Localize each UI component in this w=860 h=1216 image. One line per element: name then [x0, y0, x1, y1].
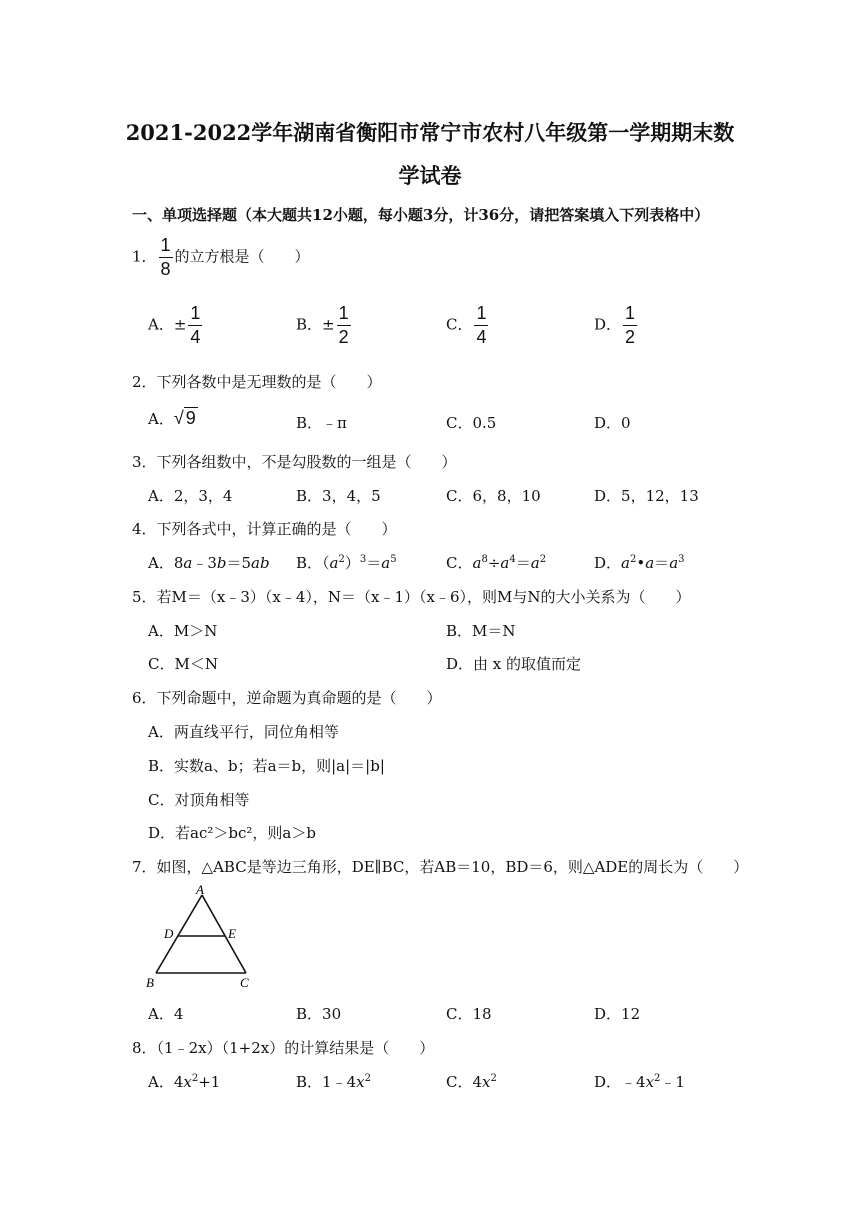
q6-option-a[interactable]: A．两直线平行，同位角相等	[148, 723, 339, 741]
q2-option-a[interactable]: A．√ 9	[148, 408, 196, 428]
q6-option-c[interactable]: C．对顶角相等	[148, 791, 250, 809]
question-6: 6．下列命题中，逆命题为真命题的是（ ）	[132, 689, 442, 707]
question-1	[132, 236, 310, 279]
q4-option-c[interactable]: C．$a^8\div a^4=a^2$	[446, 554, 547, 572]
q1-option-c[interactable]: C． $\frac{1}{4}$	[446, 303, 487, 347]
q5-option-b[interactable]: B．M＝N	[446, 622, 516, 640]
section-heading: 一、单项选择题（本大题共12小题，每小题3分，计36分，请把答案填入下列表格中）	[132, 206, 710, 224]
q2-option-b[interactable]: B．﹣π	[296, 414, 347, 432]
q1-number: 1．	[132, 247, 157, 266]
label-c: C	[240, 975, 249, 990]
q5-option-c[interactable]: C．M＜N	[148, 655, 218, 673]
question-7: 7．如图，△ABC是等边三角形，DE∥BC，若AB＝10，BD＝6，则△ADE的周长为（ ）	[132, 858, 749, 876]
label-a: A	[196, 883, 204, 897]
q3-option-b[interactable]: B．3，4，5	[296, 487, 381, 505]
q7-option-a[interactable]: A．4	[148, 1005, 184, 1023]
q4-option-b[interactable]: B．$(a^2)^3=a^5$	[296, 554, 397, 572]
q6-option-b[interactable]: B．实数a、b；若a＝b，则|a|＝|b|	[148, 757, 385, 775]
side-ab	[156, 895, 202, 973]
q6-option-d[interactable]: D．若ac²＞bc²，则a＞b	[148, 824, 316, 842]
q5-option-a[interactable]: A．M＞N	[148, 622, 218, 640]
q8-option-a[interactable]: A．$4x^2+1$	[148, 1073, 221, 1091]
q2-option-c[interactable]: C．0.5	[446, 414, 497, 432]
question-3: 3．下列各组数中，不是勾股数的一组是（ ）	[132, 453, 457, 471]
label-d: D	[164, 926, 174, 941]
question-2: 2．下列各数中是无理数的是（ ）	[132, 373, 382, 391]
q4-option-a[interactable]: A．8a﹣3b＝5ab	[148, 554, 270, 572]
side-ac	[202, 895, 246, 973]
q1-option-a[interactable]: A．± $\frac{1}{4}$	[148, 303, 201, 347]
label-b: B	[146, 975, 154, 990]
q3-option-d[interactable]: D．5，12，13	[594, 487, 699, 505]
q3-option-c[interactable]: C．6，8，10	[446, 487, 541, 505]
q1-text: 的立方根是（ ）	[174, 247, 310, 266]
q8-option-b[interactable]: B．$1﹣4x^2$	[296, 1073, 371, 1091]
exam-title-line2: 学试卷	[398, 163, 462, 188]
triangle-figure	[142, 883, 262, 993]
q7-option-c[interactable]: C．18	[446, 1005, 492, 1023]
q1-option-d[interactable]: D． $\frac{1}{2}$	[594, 303, 636, 347]
q1-option-b[interactable]: B．± $\frac{1}{2}$	[296, 303, 349, 347]
question-5: 5．若M＝（x﹣3）（x﹣4），N＝（x﹣1）（x﹣6），则M与N的大小关系为（ ）	[132, 588, 691, 606]
q2-option-d[interactable]: D．0	[594, 414, 631, 432]
q8-option-d[interactable]: D．$﹣4x^2﹣1$	[594, 1073, 685, 1091]
q7-option-b[interactable]: B．30	[296, 1005, 342, 1023]
question-8: 8．（1﹣2x）（1+2x）的计算结果是（ ）	[132, 1039, 435, 1057]
q1-fraction: $\frac{1}{8}$	[160, 235, 171, 279]
exam-title-line1: 2021-2022学年湖南省衡阳市常宁市农村八年级第一学期期末数	[125, 120, 735, 145]
label-e: E	[228, 926, 236, 941]
q3-option-a[interactable]: A．2，3，4	[148, 487, 233, 505]
question-4: 4．下列各式中，计算正确的是（ ）	[132, 520, 397, 538]
q4-option-d[interactable]: D．$a^2•a=a^3$	[594, 554, 685, 572]
q5-option-d[interactable]: D．由 x 的取值而定	[446, 655, 582, 673]
q7-option-d[interactable]: D．12	[594, 1005, 641, 1023]
q8-option-c[interactable]: C．$4x^2$	[446, 1073, 497, 1091]
